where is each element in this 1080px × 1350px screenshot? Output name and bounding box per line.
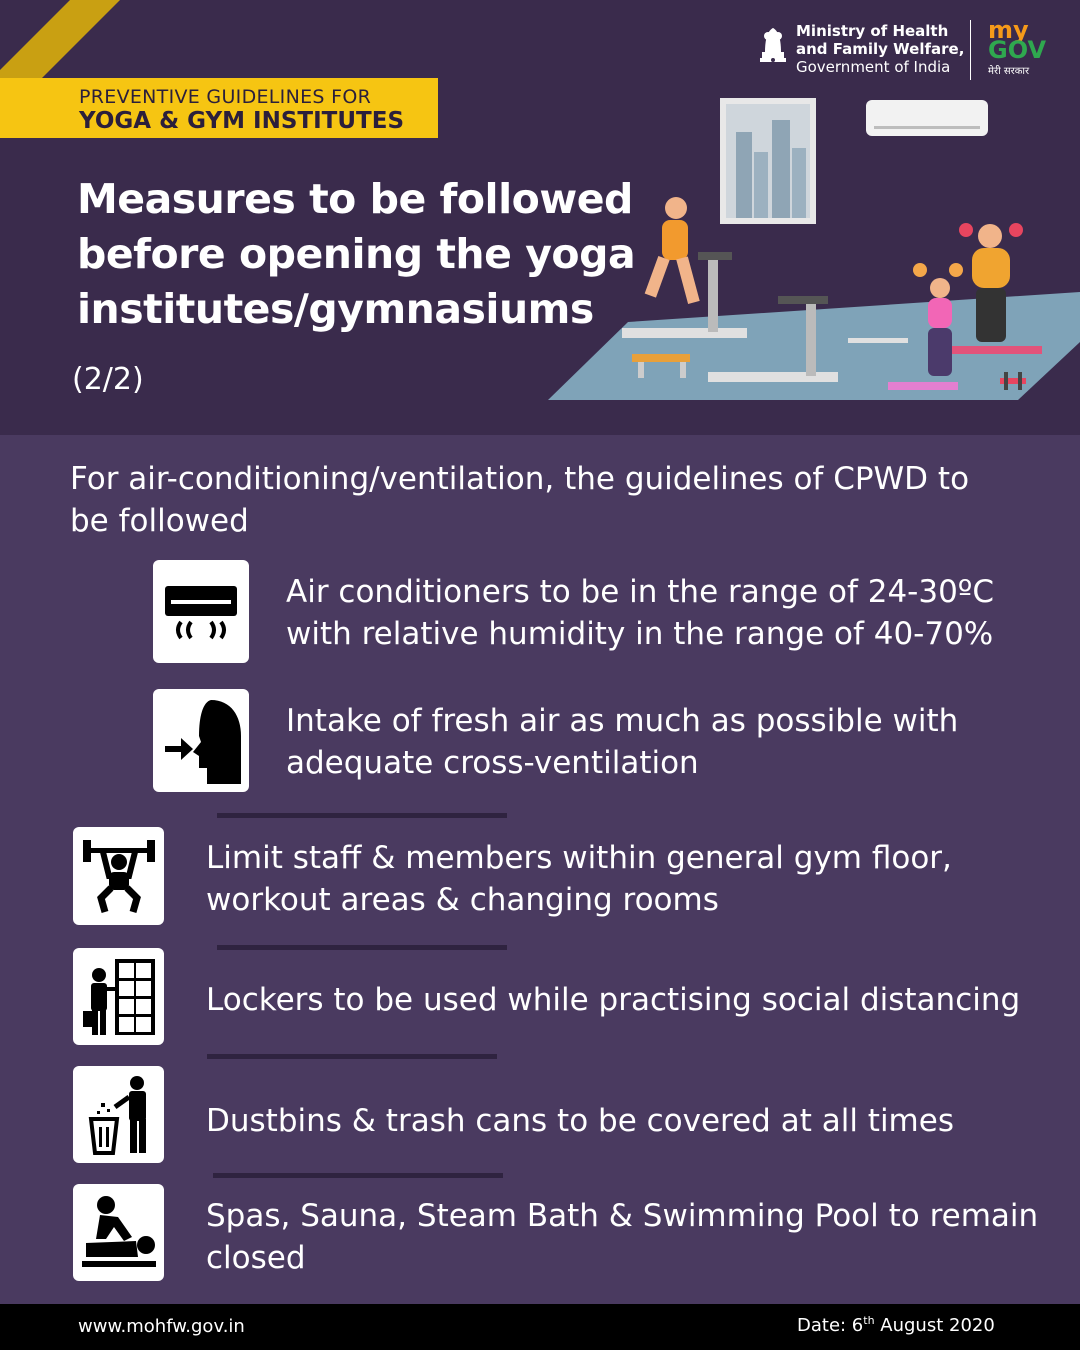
item-dustbins-text: Dustbins & trash cans to be covered at all times [206, 1103, 954, 1139]
item-spa-text: Spas, Sauna, Steam Bath & Swimming Pool to remain closed [206, 1198, 1039, 1276]
section-divider [217, 813, 507, 818]
dustbin-icon [79, 1073, 159, 1157]
locker-tile [73, 948, 164, 1045]
guidelines-content [0, 435, 1080, 1304]
intro-text: For air-conditioning/ventilation, the guidelines of CPWD to be followed [70, 461, 970, 539]
section-divider [213, 1173, 503, 1178]
spa-massage-icon [78, 1191, 160, 1275]
date-prefix: Date: 6 [797, 1315, 864, 1336]
date-suffix: August 2020 [874, 1315, 995, 1336]
section-divider [217, 945, 507, 950]
date-label [797, 1314, 995, 1336]
corner-stripe-decoration [0, 0, 200, 80]
mygov-gov: GOV [988, 36, 1047, 64]
national-emblem-icon [756, 22, 790, 78]
ministry-line1: Ministry of Health [796, 22, 949, 40]
title-line1: Measures to be followed [77, 175, 633, 223]
air-conditioner-tile [153, 560, 249, 663]
item-ac-text: Air conditioners to be in the range of 24-30ºC with relative humidity in the range of 40-70% [286, 574, 995, 652]
fresh-air-icon [159, 696, 243, 786]
spa-tile [73, 1184, 164, 1281]
fresh-air-tile [153, 689, 249, 792]
guidelines-banner [0, 78, 438, 138]
website-link[interactable]: www.mohfw.gov.in [78, 1316, 245, 1337]
mygov-subtitle: मेरी सरकार [988, 66, 1030, 77]
title-line3: institutes/gymnasiums [77, 285, 594, 333]
hero-section [0, 0, 1080, 435]
air-conditioner-icon [161, 580, 241, 644]
item-lockers-text: Lockers to be used while practising social distancing [206, 982, 1021, 1018]
mygov-logo [988, 16, 1047, 82]
banner-line1: PREVENTIVE GUIDELINES FOR [79, 86, 372, 108]
ministry-line2: and Family Welfare, [796, 40, 965, 58]
part-indicator: (2/2) [72, 362, 144, 397]
ministry-logo-block [756, 16, 1066, 82]
banner-line2: YOGA & GYM INSTITUTES [79, 108, 405, 134]
gym-illustration [548, 92, 1080, 412]
section-divider [207, 1054, 497, 1059]
mygov-my: my [988, 16, 1029, 44]
footer [0, 1304, 1080, 1350]
weightlifter-icon [79, 836, 159, 916]
ministry-name [796, 22, 964, 76]
title-line2: before opening the yoga [77, 230, 636, 278]
logo-divider [970, 20, 971, 80]
item-limit-staff-text: Limit staff & members within general gym floor, workout areas & changing rooms [206, 840, 952, 918]
date-ordinal: th [863, 1314, 875, 1327]
weightlifter-tile [73, 827, 164, 925]
item-fresh-air-text: Intake of fresh air as much as possible with adequate cross-ventilation [286, 703, 959, 781]
ministry-line3: Government of India [796, 58, 951, 76]
dustbin-tile [73, 1066, 164, 1163]
locker-icon [79, 955, 159, 1039]
